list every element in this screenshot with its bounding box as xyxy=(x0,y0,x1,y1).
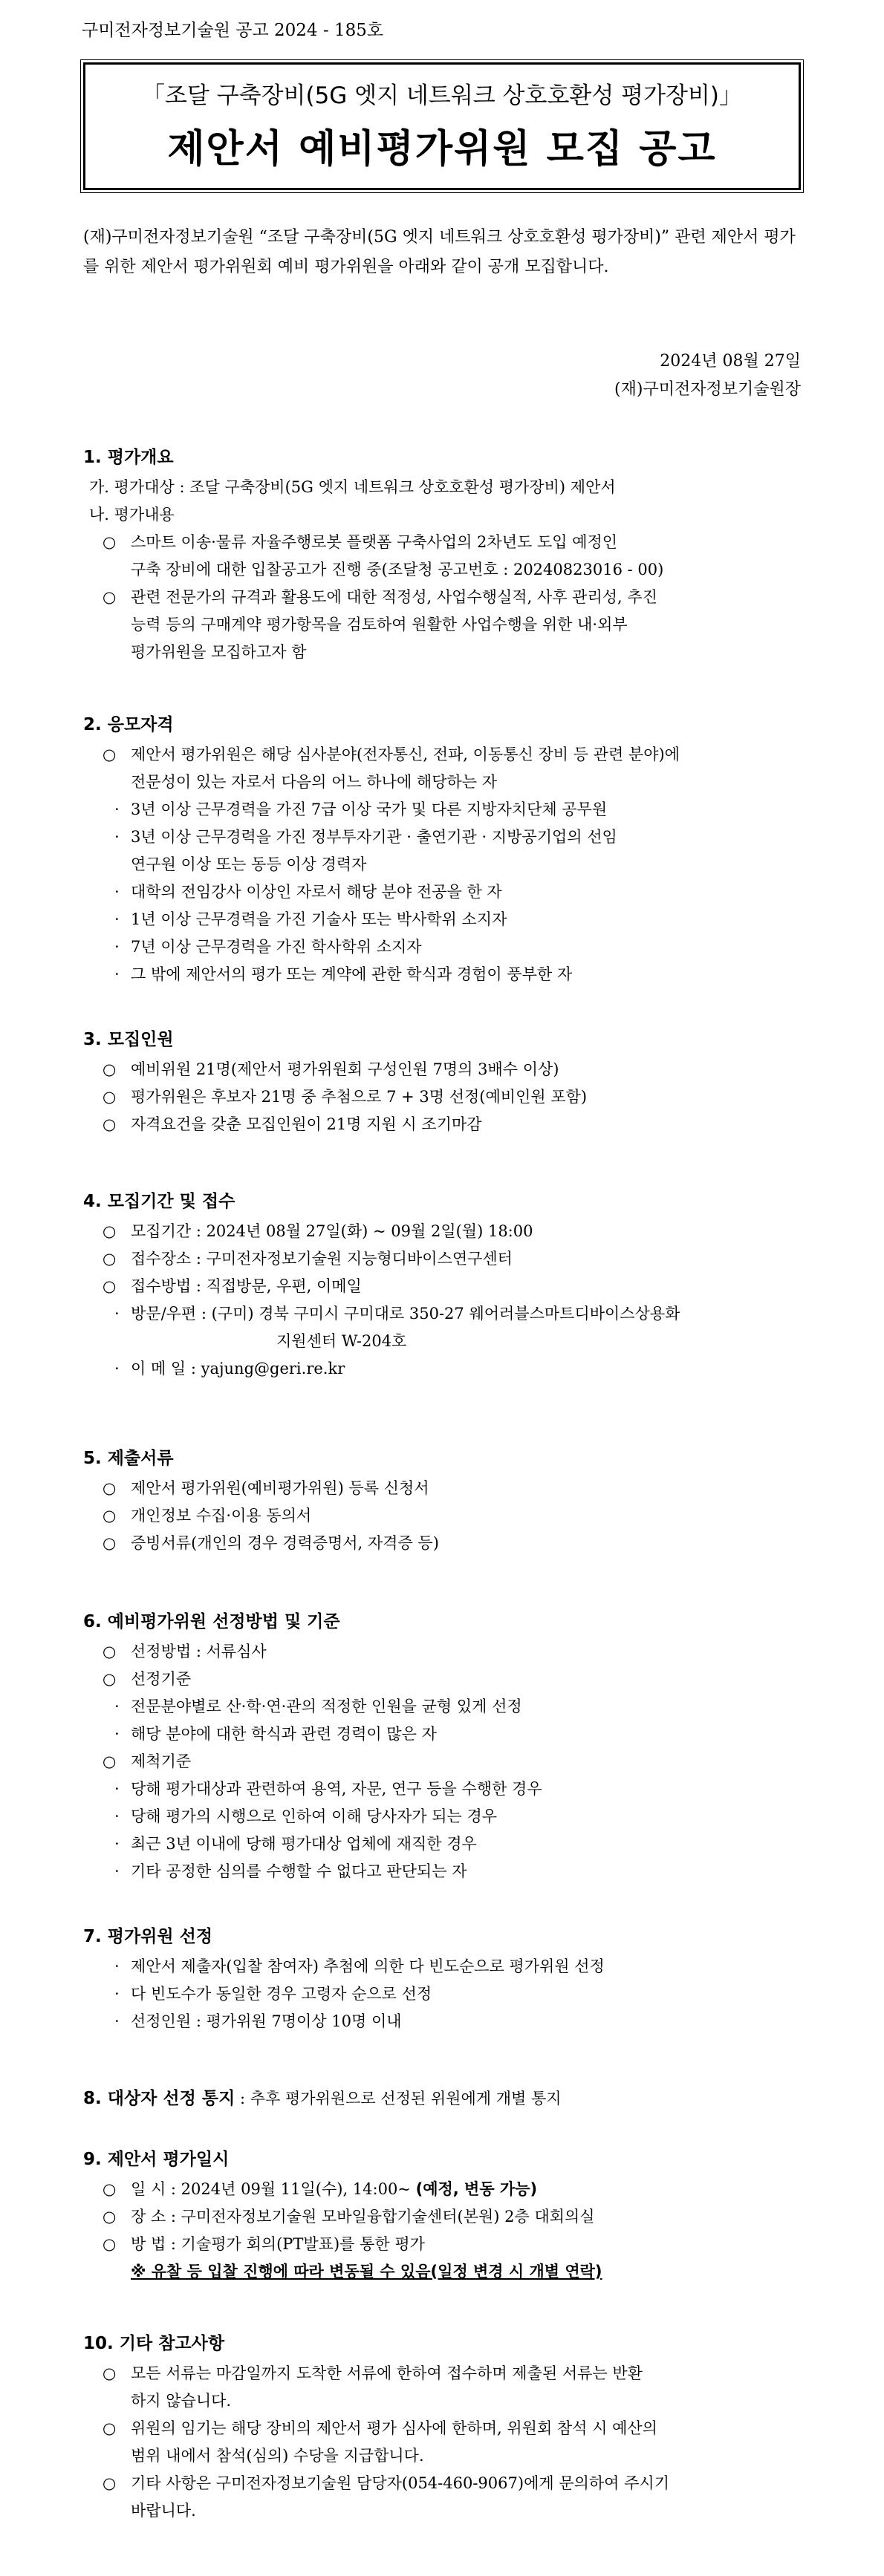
circle-bullet-icon: ○ xyxy=(103,588,117,606)
dot-bullet-icon: · xyxy=(114,1360,120,1377)
circle-bullet-icon: ○ xyxy=(103,1277,117,1295)
dot-bullet-icon: · xyxy=(114,1725,120,1743)
list-item: · 전문분야별로 산·학·연·관의 적정한 인원을 균형 있게 선정 xyxy=(83,1693,801,1721)
section-title: 10. 기타 참고사항 xyxy=(83,2334,225,2353)
circle-bullet-icon: ○ xyxy=(103,1534,117,1552)
list-item: ○ 스마트 이송·물류 자율주행로봇 플랫폼 구축사업의 2차년도 도입 예정인 xyxy=(83,529,801,556)
list-item: · 당해 평가의 시행으로 인하여 이해 당사자가 되는 경우 xyxy=(83,1803,801,1830)
dot-bullet-icon: · xyxy=(114,2012,120,2030)
list-item: ○ 방 법 : 기술평가 회의(PT발표)를 통한 평가 xyxy=(83,2231,801,2258)
list-item-continued: 범위 내에서 참석(심의) 수당을 지급합니다. xyxy=(131,2447,424,2465)
list-item-continued: 바랍니다. xyxy=(131,2502,196,2520)
overview-target: 가. 평가대상 : 조달 구축장비(5G 엣지 네트워크 상호호환성 평가장비) 제안서 xyxy=(89,478,616,496)
list-item: · 대학의 전임강사 이상인 자로서 해당 분야 전공을 한 자 xyxy=(83,878,801,906)
section-title: 7. 평가위원 선정 xyxy=(83,1927,213,1946)
dot-bullet-icon: · xyxy=(114,800,120,818)
dot-bullet-icon: · xyxy=(114,1698,120,1715)
list-item: · 그 밖에 제안서의 평가 또는 계약에 관한 학식과 경험이 풍부한 자 xyxy=(83,961,801,988)
section-eligibility xyxy=(83,710,801,988)
circle-bullet-icon: ○ xyxy=(103,2208,117,2226)
issue-date: 2024년 08월 27일 xyxy=(660,352,801,371)
list-item: · 7년 이상 근무경력을 가진 학사학위 소지자 xyxy=(83,933,801,961)
circle-bullet-icon: ○ xyxy=(103,1752,117,1770)
dot-bullet-icon: · xyxy=(114,1835,120,1853)
section-title: 3. 모집인원 xyxy=(83,1030,174,1049)
section-title: 9. 제안서 평가일시 xyxy=(83,2150,230,2169)
list-item: ○ 접수장소 : 구미전자정보기술원 지능형디바이스연구센터 xyxy=(83,1245,801,1273)
list-item: ○ 관련 전문가의 규격과 활용도에 대한 적정성, 사업수행실적, 사후 관리성, 추진 xyxy=(83,584,801,611)
title-subtitle: 「조달 구축장비(5G 엣지 네트워크 상호호환성 평가장비)」 xyxy=(141,82,743,109)
overview-content-label: 나. 평가내용 xyxy=(89,506,175,524)
circle-bullet-icon: ○ xyxy=(103,1507,117,1525)
list-item-continued: 평가위원을 모집하고자 함 xyxy=(131,643,307,661)
list-item: ○ 제척기준 xyxy=(83,1748,801,1776)
section-final-selection xyxy=(83,1922,801,2035)
list-item: · 3년 이상 근무경력을 가진 정부투자기관 · 출연기관 · 지방공기업의 선임 xyxy=(83,824,801,851)
list-item: ○ 선정방법 : 서류심사 xyxy=(83,1638,801,1666)
section-title: 6. 예비평가위원 선정방법 및 기준 xyxy=(83,1612,340,1631)
list-item: · 1년 이상 근무경력을 가진 기술사 또는 박사학위 소지자 xyxy=(83,906,801,933)
section-documents xyxy=(83,1444,801,1557)
list-item: · 최근 3년 이내에 당해 평가대상 업체에 재직한 경우 xyxy=(83,1830,801,1858)
list-item: ○ 제안서 평가위원은 해당 심사분야(전자통신, 전파, 이동통신 장비 등 관련 분야)에 xyxy=(83,741,801,769)
dot-bullet-icon: · xyxy=(114,938,120,956)
issue-block xyxy=(614,348,801,404)
list-item: · 해당 분야에 대한 학식과 관련 경력이 많은 자 xyxy=(83,1721,801,1748)
list-item: ○ 장 소 : 구미전자정보기술원 모바일융합기술센터(본원) 2층 대회의실 xyxy=(83,2203,801,2231)
section-recruitment xyxy=(83,1025,801,1138)
list-item: ○ 일 시 : 2024년 09월 11일(수), 14:00~ (예정, 변동 가능) xyxy=(83,2176,801,2203)
circle-bullet-icon: ○ xyxy=(103,2474,117,2492)
dot-bullet-icon: · xyxy=(114,965,120,983)
list-item-continued: 전문성이 있는 자로서 다음의 어느 하나에 해당하는 자 xyxy=(131,773,498,791)
title-box xyxy=(83,62,801,190)
list-item: · 기타 공정한 심의를 수행할 수 없다고 판단되는 자 xyxy=(83,1858,801,1885)
notice-number: 구미전자정보기술원 공고 2024 - 185호 xyxy=(82,21,384,40)
list-item: · 제안서 제출자(입찰 참여자) 추첨에 의한 다 빈도순으로 평가위원 선정 xyxy=(83,1953,801,1980)
circle-bullet-icon: ○ xyxy=(103,1670,117,1688)
dot-bullet-icon: · xyxy=(114,1957,120,1975)
circle-bullet-icon: ○ xyxy=(103,533,117,551)
section-title: 4. 모집기간 및 접수 xyxy=(83,1192,235,1211)
section-period xyxy=(83,1187,801,1383)
circle-bullet-icon: ○ xyxy=(103,2180,117,2198)
circle-bullet-icon: ○ xyxy=(103,1250,117,1268)
list-item: ○ 개인정보 수집·이용 동의서 xyxy=(83,1502,801,1530)
list-item: · 당해 평가대상과 관련하여 용역, 자문, 연구 등을 수행한 경우 xyxy=(83,1776,801,1803)
list-item-continued: 구축 장비에 대한 입찰공고가 진행 중(조달청 공고번호 : 20240823016 - 00) xyxy=(131,561,664,578)
circle-bullet-icon: ○ xyxy=(103,1479,117,1497)
section-overview xyxy=(83,443,801,666)
list-item: ○ 증빙서류(개인의 경우 경력증명서, 자격증 등) xyxy=(83,1530,801,1557)
notification-text: : 추후 평가위원으로 선정된 위원에게 개별 통지 xyxy=(235,2090,562,2107)
list-item: ○ 위원의 임기는 해당 장비의 제안서 평가 심사에 한하며, 위원회 참석 시 예산의 xyxy=(83,2415,801,2442)
circle-bullet-icon: ○ xyxy=(103,1088,117,1106)
circle-bullet-icon: ○ xyxy=(103,1222,117,1240)
section-evaluation-schedule xyxy=(83,2145,801,2286)
list-item: · 방문/우편 : (구미) 경북 구미시 구미대로 350-27 웨어러블스마트디바이스상용화 xyxy=(83,1300,801,1328)
list-item-continued: 능력 등의 구매계약 평가항목을 검토하여 원활한 사업수행을 위한 내·외부 xyxy=(131,616,628,633)
dot-bullet-icon: · xyxy=(114,1305,120,1323)
list-item: ○ 평가위원은 후보자 21명 중 추첨으로 7 + 3명 선정(예비인원 포함) xyxy=(83,1083,801,1111)
section-title: 8. 대상자 선정 통지 xyxy=(83,2089,235,2108)
list-item: ○ 선정기준 xyxy=(83,1666,801,1693)
circle-bullet-icon: ○ xyxy=(103,1643,117,1660)
issuer-name: (재)구미전자정보기술원장 xyxy=(614,380,801,399)
list-item: ○ 모든 서류는 마감일까지 도착한 서류에 한하여 접수하며 제출된 서류는 반환 xyxy=(83,2360,801,2387)
intro-paragraph: (재)구미전자정보기술원 “조달 구축장비(5G 엣지 네트워크 상호호환성 평가장비)” 관련 제안서 평가를 위한 제안서 평가위원회 예비 평가위원을 아래와 같이 공개 모집합니다. xyxy=(83,228,796,276)
dot-bullet-icon: · xyxy=(114,883,120,901)
list-item: ○ 접수방법 : 직접방문, 우편, 이메일 xyxy=(83,1273,801,1300)
section-title: 5. 제출서류 xyxy=(83,1449,174,1468)
dot-bullet-icon: · xyxy=(114,1985,120,2003)
tentative-badge: (예정, 변동 가능) xyxy=(415,2180,538,2198)
list-item: · 다 빈도수가 동일한 경우 고령자 순으로 선정 xyxy=(83,1980,801,2008)
circle-bullet-icon: ○ xyxy=(103,2419,117,2437)
list-item: ○ 예비위원 21명(제안서 평가위원회 구성인원 7명의 3배수 이상) xyxy=(83,1056,801,1083)
section-notification xyxy=(83,2084,801,2113)
list-item-continued: 하지 않습니다. xyxy=(131,2392,232,2410)
section-selection-criteria xyxy=(83,1607,801,1885)
list-item-continued: 연구원 이상 또는 동등 이상 경력자 xyxy=(131,855,367,873)
email-address: 이 메 일 : yajung@geri.re.kr xyxy=(131,1360,345,1377)
circle-bullet-icon: ○ xyxy=(103,746,117,763)
dot-bullet-icon: · xyxy=(114,910,120,928)
list-item: ○ 모집기간 : 2024년 08월 27일(화) ~ 09월 2일(월) 18:00 xyxy=(83,1218,801,1245)
circle-bullet-icon: ○ xyxy=(103,2235,117,2253)
list-item: ○ 자격요건을 갖춘 모집인원이 21명 지원 시 조기마감 xyxy=(83,1111,801,1138)
circle-bullet-icon: ○ xyxy=(103,1060,117,1078)
list-item: · 3년 이상 근무경력을 가진 7급 이상 국가 및 다른 지방자치단체 공무원 xyxy=(83,796,801,824)
schedule-note: ※ 유찰 등 입찰 진행에 따라 변동될 수 있음(일정 변경 시 개별 연락) xyxy=(131,2263,602,2280)
section-title: 2. 응모자격 xyxy=(83,715,174,734)
section-title: 1. 평가개요 xyxy=(83,448,174,467)
dot-bullet-icon: · xyxy=(114,1807,120,1825)
list-item: · 선정인원 : 평가위원 7명이상 10명 이내 xyxy=(83,2008,801,2035)
list-item: ○ 기타 사항은 구미전자정보기술원 담당자(054-460-9067)에게 문의하여 주시기 xyxy=(83,2470,801,2497)
dot-bullet-icon: · xyxy=(114,1862,120,1880)
list-item: ○ 제안서 평가위원(예비평가위원) 등록 신청서 xyxy=(83,1475,801,1502)
circle-bullet-icon: ○ xyxy=(103,2364,117,2382)
dot-bullet-icon: · xyxy=(114,828,120,846)
circle-bullet-icon: ○ xyxy=(103,1115,117,1133)
section-other-notes xyxy=(83,2329,801,2525)
list-item xyxy=(83,1355,801,1383)
page-title: 제안서 예비평가위원 모집 공고 xyxy=(167,127,717,172)
dot-bullet-icon: · xyxy=(114,1780,120,1798)
list-item-continued: 지원센터 W-204호 xyxy=(276,1332,407,1350)
